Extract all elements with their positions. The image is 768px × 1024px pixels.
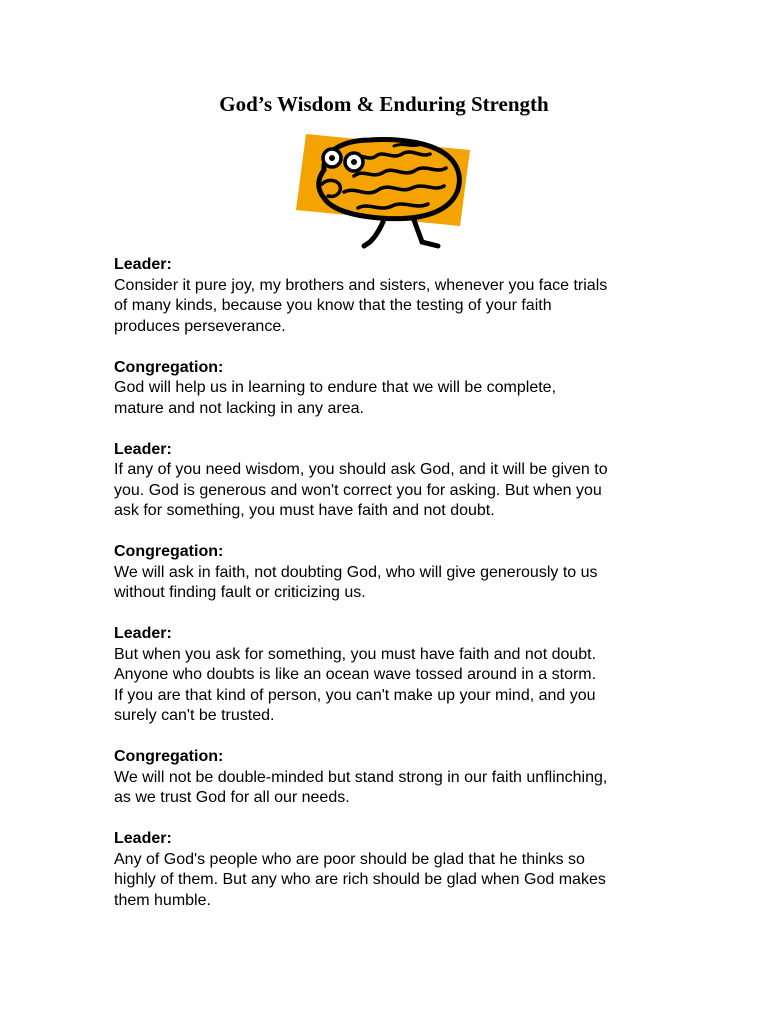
reading-line: you. God is generous and won't correct you for asking. But when you [114,481,602,499]
page-title: God’s Wisdom & Enduring Strength [219,92,549,116]
responsive-reading [114,255,674,932]
reading-line: highly of them. But any who are rich should be glad when God makes [114,871,606,888]
reading-line: of many kinds, because you know that the testing of your faith [114,297,552,314]
clipart-brain-wrinkle [394,144,422,146]
reading-block [114,255,674,337]
speaker-label: Congregation: [114,748,224,765]
speaker-label: Leader: [114,625,172,642]
speaker-label: Leader: [114,830,172,847]
reading-block [114,542,674,604]
reading-line: But when you ask for something, you must have faith and not doubt. [114,645,597,663]
reading-line: them humble. [114,891,211,909]
reading-line: ask for something, you must have faith and not doubt. [114,502,495,519]
reading-line: We will ask in faith, not doubting God, who will give generously to us [114,563,598,581]
speaker-label: Leader: [114,256,172,273]
speaker-label: Congregation: [114,358,224,376]
reading-line: surely can't be trusted. [114,707,275,724]
reading-block [114,440,674,522]
reading-line: Consider it pure joy, my brothers and sisters, whenever you face trials [114,276,608,294]
speaker-label: Leader: [114,440,172,458]
reading-line: God will help us in learning to endure that we will be complete, [114,379,557,396]
reading-line: mature and not lacking in any area. [114,399,364,417]
reading-line: If any of you need wisdom, you should ask God, and it will be given to [114,461,608,478]
reading-line: Any of God's people who are poor should be glad that he thinks so [114,850,585,868]
reading-block [114,624,674,727]
reading-block [114,829,674,911]
reading-line: produces perseverance. [114,317,286,335]
reading-line: If you are that kind of person, you can't make up your mind, and you [114,686,596,704]
clipart-brain-wrinkle [358,204,428,208]
reading-line: as we trust God for all our needs. [114,789,350,806]
walking-brain-cartoon-icon [294,128,474,256]
reading-block [114,358,674,420]
reading-line: We will not be double-minded but stand strong in our faith unflinching, [114,768,608,786]
speaker-label: Congregation: [114,543,224,560]
reading-line: Anyone who doubts is like an ocean wave tossed around in a storm. [114,666,597,683]
reading-block [114,747,674,809]
reading-line: without finding fault or criticizing us. [114,584,366,601]
